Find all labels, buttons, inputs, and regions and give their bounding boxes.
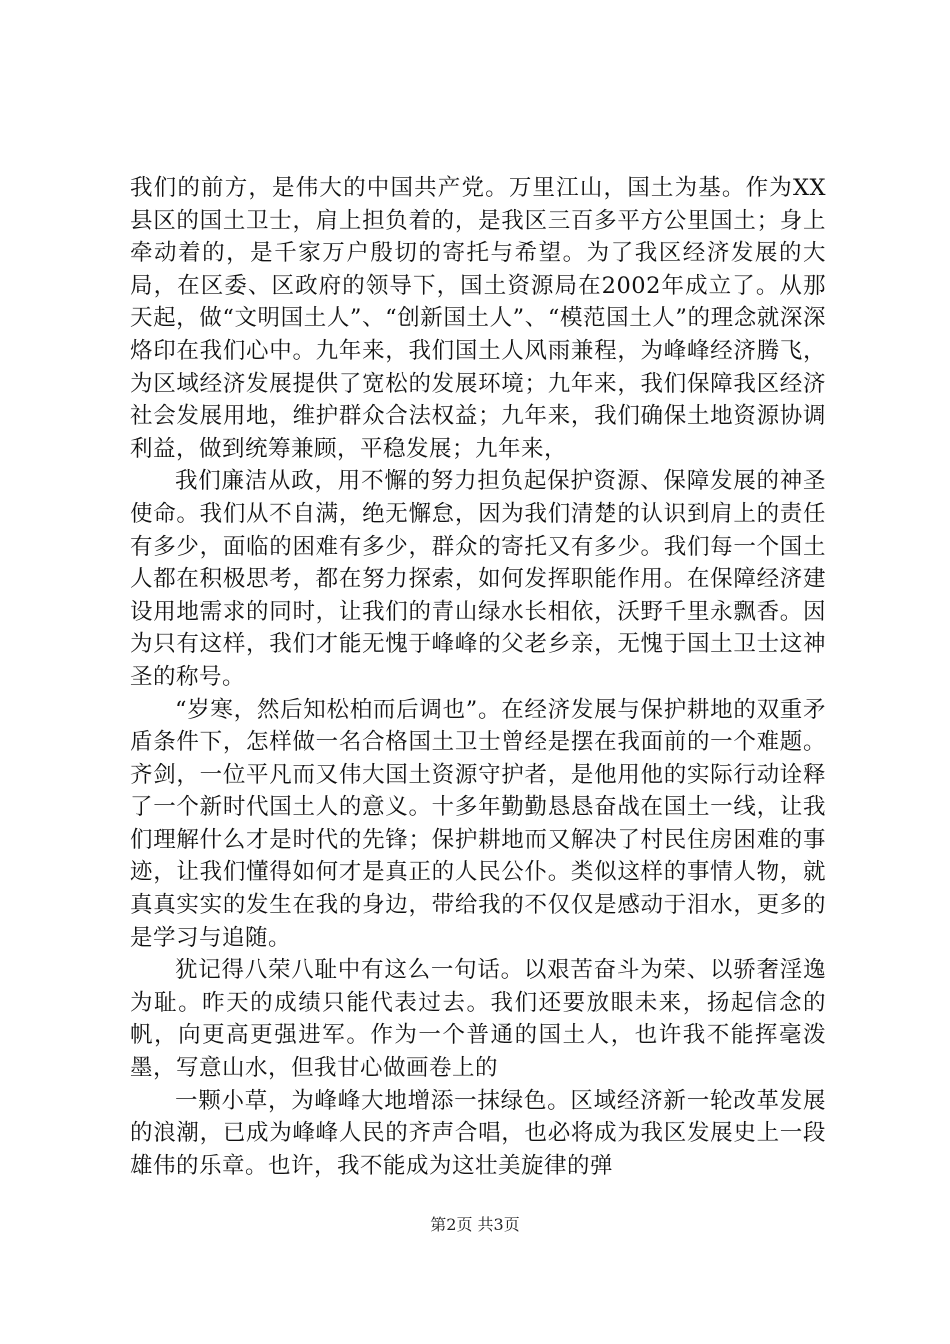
page-footer: 第2页 共3页 (430, 1215, 520, 1234)
paragraph-5: 一颗小草，为峰峰大地增添一抹绿色。区域经济新一轮改革发展的浪潮，已成为峰峰人民的齐声合唱，也必将成为我区发展史上一段雄伟的乐章。也许，我不能成为这壮美旋律的弹 (130, 1087, 826, 1179)
document-body (130, 172, 826, 1182)
paragraph-4: 犹记得八荣八耻中有这么一句话。以艰苦奋斗为荣、以骄奢淫逸为耻。昨天的成绩只能代表过去。我们还要放眼未来，扬起信念的帆，向更高更强进军。作为一个普通的国土人，也许我不能挥毫泼墨，写意山水，但我甘心做画卷上的 (130, 957, 826, 1082)
paragraph-2: 我们廉洁从政，用不懈的努力担负起保护资源、保障发展的神圣使命。我们从不自满，绝无懈怠，因为我们清楚的认识到肩上的责任有多少，面临的困难有多少，群众的寄托又有多少。我们每一个国土人都在积极思考，都在努力探索，如何发挥职能作用。在保障经济建设用地需求的同时，让我们的青山绿水长相依，沃野千里永飘香。因为只有这样，我们才能无愧于峰峰的父老乡亲，无愧于国土卫士这神圣的称号。 (130, 468, 826, 690)
paragraph-1: 我们的前方，是伟大的中国共产党。万里江山，国土为基。作为XX县区的国土卫士，肩上担负着的，是我区三百多平方公里国土；身上牵动着的，是千家万户殷切的寄托与希望。为了我区经济发展的大局，在区委、区政府的领导下，国土资源局在2002年成立了。从那天起，做“文明国土人”、“创新国土人”、“模范国土人”的理念就深深烙印在我们心中。九年来，我们国土人风雨兼程，为峰峰经济腾飞，为区域经济发展提供了宽松的发展环境；九年来，我们保障我区经济社会发展用地，维护群众合法权益；九年来，我们确保土地资源协调利益，做到统筹兼顾，平稳发展；九年来， (130, 175, 826, 462)
paragraph-3: “岁寒，然后知松柏而后调也”。在经济发展与保护耕地的双重矛盾条件下，怎样做一名合格国土卫士曾经是摆在我面前的一个难题。齐剑，一位平凡而又伟大国土资源守护者，是他用他的实际行动诠释了一个新时代国土人的意义。十多年勤勤恳恳奋战在国土一线，让我们理解什么才是时代的先锋；保护耕地而又解决了村民住房困难的事迹，让我们懂得如何才是真正的人民公仆。类似这样的事情人物，就真真实实的发生在我的身边，带给我的不仅仅是感动于泪水，更多的是学习与追随。 (130, 696, 826, 951)
